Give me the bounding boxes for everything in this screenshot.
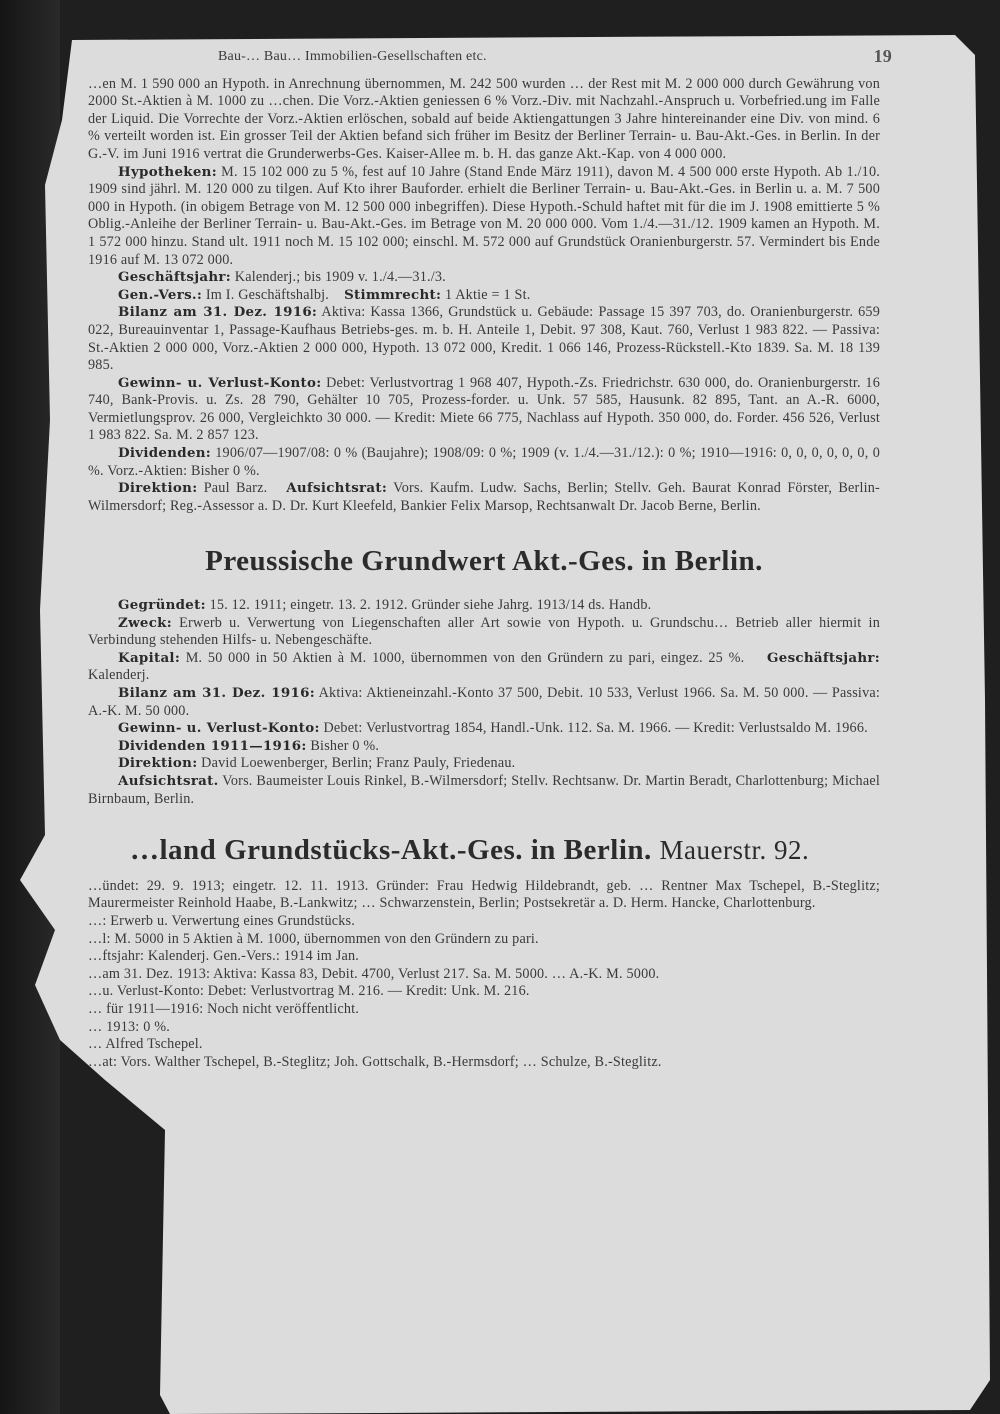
- aufsichtsrat-label: Aufsichtsrat:: [286, 480, 388, 497]
- company-title-grundstuecks-name: …land Grundstücks-Akt.-Ges. in Berlin.: [130, 834, 652, 867]
- s3-line-3: …l: M. 5000 in 5 Aktien à M. 1000, übernommen von den Gründern zu pari.: [88, 930, 539, 947]
- genvers-label: Gen.-Vers.:: [118, 286, 203, 303]
- aufsichtsrat-text: Vors. Kaufm. Ludw. Sachs, Berlin; Stellv. Geh. Baurat Konrad Förster, Berlin-Wilmersdorf; Reg.-Assessor a. D. Dr. Kurt Kleefeld, Bankier Felix Marsop, Rechtsanwalt Dr. Jacob Berne, Berlin.: [88, 480, 880, 514]
- direktion2-entry: [88, 755, 880, 773]
- gj-text: Kalenderj.: [88, 667, 150, 684]
- bilanz-entry: [88, 304, 880, 374]
- div2-text: Bisher 0 %.: [306, 737, 380, 754]
- direktion-entry: [88, 480, 880, 515]
- geschaeftsjahr-entry: [88, 269, 880, 287]
- hypotheken-text: M. 15 102 000 zu 5 %, fest auf 10 Jahre (Stand Ende März 1911), davon M. 4 500 000 erste Hypoth. Ab 1./10. 1909 sind jährl. M. 120 000 zu tilgen. Auf Kto ihrer Bauforder. erhielt die Berliner Terrain- u. Bau-Akt.-Ges. in Berlin u. a. M. 7 500 000 in Hypoth. (in obigem Betrage von M. 12 500 000 inbegriffen). Diese Hypoth.-Schuld haftet mit für die im J. 1908 emittierte 5 % Oblig.-Anleihe der Berliner Terrain- u. Bau-Akt.-Ges. im Betrage von M. 20 000 000. Vom 1./4.—31./12. 1909 kamen an Hypoth. M. 1 572 000 hinzu. Stand ult. 1911 noch M. 15 102 000; einschl. M. 572 000 auf Grundstück Oranienburgerstr. 57. Vermindert bis Ende 1916 auf M. 13 072 000.: [88, 163, 880, 268]
- guv2-entry: [88, 720, 880, 738]
- direktion-text: Paul Barz.: [197, 480, 268, 497]
- zweck-entry: [88, 615, 880, 650]
- running-title: Bau-… Bau… Immobilien-Gesellschaften etc.: [218, 49, 487, 64]
- company-title-preussische: Preussische Grundwert Akt.-Ges. in Berlin.: [205, 545, 763, 578]
- stimmrecht-text: 1 Aktie = 1 St.: [441, 286, 531, 303]
- hypotheken-entry: [88, 164, 880, 270]
- s3-line-10: …at: Vors. Walther Tschepel, B.-Steglitz; Joh. Gottschalk, B.-Hermsdorf; … Schulze, B.-Steglitz.: [88, 1053, 662, 1070]
- s3-line-8: … 1913: 0 %.: [88, 1018, 171, 1035]
- direktion2-text: David Loewenberger, Berlin; Franz Pauly, Friedenau.: [197, 755, 516, 772]
- page-text: [88, 46, 892, 1398]
- running-header: [218, 46, 892, 66]
- div2-entry: [88, 738, 880, 756]
- guv-label: Gewinn- u. Verlust-Konto:: [118, 374, 322, 391]
- guv2-text: Debet: Verlustvortrag 1854, Handl.-Unk. 112. Sa. M. 1966. — Kredit: Verlustsaldo M. 1966.: [319, 720, 868, 737]
- hypotheken-label: Hypotheken:: [118, 163, 217, 180]
- kapital-entry: [88, 650, 880, 685]
- company-description: …en M. 1 590 000 an Hypoth. in Anrechnung übernommen, M. 242 500 wurden … der Rest mit M. 2 000 000 durch Gewährung von 2000 St.-Aktien à M. 1000 zu …chen. Die Vorz.-Aktien geniessen 6 % Vorz.-Div. mit Nachzahl.-Anspruch u. Vorbefried.ung im Falle der Liquid. Die Vorrechte der Vorz.-Aktien erlöschen, sobald auf beide Aktiengattungen 3 Jahre hintereinander eine Div. von mind. 6 % verteilt worden ist. Ein grosser Teil der Aktien befand sich früher im Besitz der Berliner Terrain- u. Bau-Akt.-Ges. in Berlin. In der G.-V. im Juni 1916 vertrat die Grunderwerbs-Ges. Kaiser-Allee m. b. H. das ganze Akt.-Kap. von 4 000 000.: [88, 75, 880, 162]
- kapital-text: M. 50 000 in 50 Aktien à M. 1000, übernommen von den Gründern zu pari, eingez. 25 %.: [180, 649, 745, 666]
- dividenden-text: 1906/07—1907/08: 0 % (Baujahre); 1908/09: 0 %; 1909 (v. 1./4.—31./12.): 0 %; 1910—1916: 0, 0, 0, 0, 0, 0, 0 %. Vorz.-Aktien: Bisher 0 %.: [88, 445, 880, 479]
- dividenden-entry: [88, 445, 880, 480]
- geschaeftsjahr-label: Geschäftsjahr:: [118, 269, 231, 286]
- s3-line-7: … für 1911—1916: Noch nicht veröffentlicht.: [88, 1000, 360, 1017]
- bilanz2-label: Bilanz am 31. Dez. 1916:: [118, 685, 315, 701]
- zweck-text: Erwerb u. Verwertung von Liegenschaften aller Art sowie von Hypoth. u. Grundschu… Betrieb aller hiermit in Verbindung stehenden Hilfs- u. Nebengeschäfte.: [88, 614, 880, 649]
- company-address: Mauerstr. 92.: [659, 835, 810, 866]
- div2-label: Dividenden 1911—1916:: [118, 737, 307, 754]
- company-title-grundstuecks: [130, 834, 880, 867]
- s3-line-4: …ftsjahr: Kalenderj. Gen.-Vers.: 1914 im Jan.: [88, 948, 360, 965]
- s3-line-5: …am 31. Dez. 1913: Aktiva: Kassa 83, Debit. 4700, Verlust 217. Sa. M. 5000. … A.-K. M. 5000.: [88, 965, 660, 982]
- dividenden-label: Dividenden:: [118, 445, 212, 462]
- bilanz2-entry: [88, 685, 880, 720]
- s3-line-2: …: Erwerb u. Verwertung eines Grundstücks.: [88, 912, 356, 929]
- guv-text: Debet: Verlustvortrag 1 968 407, Hypoth.-Zs. Friedrichstr. 630 000, do. Oranienburgerstr. 16 740, Bank-Provis. u. Zs. 28 790, Gehälter 10 705, Prozess-forder. u. Unk. 57 585, Hausunk. 82 895, Tant. an A.-R. 6000, Vermietlungsprov. 26 000, Vergleichkto 30 000. — Kredit: Miete 66 775, Nachlass auf Hypoth. 350 000, do. Forder. 456 526, Verlust 1 983 822. Sa. M. 2 857 123.: [88, 374, 881, 444]
- bilanz-text: Aktiva: Kassa 1366, Grundstück u. Gebäude: Passage 15 397 703, do. Oranienburgerstr. 659 022, Bureauinventar 1, Passage-Kaufhaus Betriebs-ges. m. b. H. Anteile 1, Debit. 97 308, Kaut. 760, Verlust 1 983 822. — Passiva: St.-Aktien 2 000 000, Vorz.-Aktien 2 000 000, Hypoth. 13 072 000, Kredit. 1 066 146, Prozess-Rückstell.-Kto 1839. Sa. M. 18 139 985.: [88, 304, 880, 374]
- s3-line-9: … Alfred Tschepel.: [88, 1036, 203, 1053]
- genvers-entry: [88, 287, 880, 305]
- zweck-label: Zweck:: [118, 614, 172, 631]
- gegruendet-entry: [88, 597, 880, 615]
- geschaeftsjahr-text: Kalenderj.; bis 1909 v. 1./4.—31./3.: [231, 269, 446, 286]
- s3-line-1: …ündet: 29. 9. 1913; eingetr. 12. 11. 1913. Gründer: Frau Hedwig Hildebrandt, geb. … Rentner Max Tschepel, B.-Steglitz; Maurermeister Reinhold Haabe, B.-Lankwitz; … Schwarzenstein, Berlin; Postsekretär a. D. Herm. Hancke, Charlottenburg.: [88, 877, 880, 912]
- ar2-text: Vors. Baumeister Louis Rinkel, B.-Wilmersdorf; Stellv. Rechtsanw. Dr. Martin Beradt, Charlottenburg; Michael Birnbaum, Berlin.: [88, 772, 880, 807]
- page-number: 19: [873, 46, 892, 66]
- genvers-text: Im I. Geschäftshalbj.: [202, 286, 330, 303]
- guv2-label: Gewinn- u. Verlust-Konto:: [118, 720, 320, 737]
- ar2-entry: [88, 773, 880, 808]
- stimmrecht-label: Stimmrecht:: [344, 286, 442, 303]
- kapital-label: Kapital:: [118, 649, 181, 666]
- bilanz-label: Bilanz am 31. Dez. 1916:: [118, 304, 318, 321]
- direktion-label: Direktion:: [118, 480, 198, 497]
- bilanz2-text: Aktiva: Aktieneinzahl.-Konto 37 500, Debit. 10 533, Verlust 1966. Sa. M. 50 000. — Passiva: A.-K. M. 50 000.: [88, 685, 881, 719]
- gegruendet-label: Gegründet:: [118, 597, 206, 614]
- direktion2-label: Direktion:: [118, 755, 198, 772]
- s3-line-6: …u. Verlust-Konto: Debet: Verlustvortrag M. 216. — Kredit: Unk. M. 216.: [88, 983, 530, 1000]
- gj-label: Geschäftsjahr:: [767, 649, 881, 666]
- ar2-label: Aufsichtsrat.: [118, 772, 219, 789]
- gegruendet-text: 15. 12. 1911; eingetr. 13. 2. 1912. Gründer siehe Jahrg. 1913/14 ds. Handb.: [205, 597, 652, 614]
- guv-entry: [88, 375, 880, 445]
